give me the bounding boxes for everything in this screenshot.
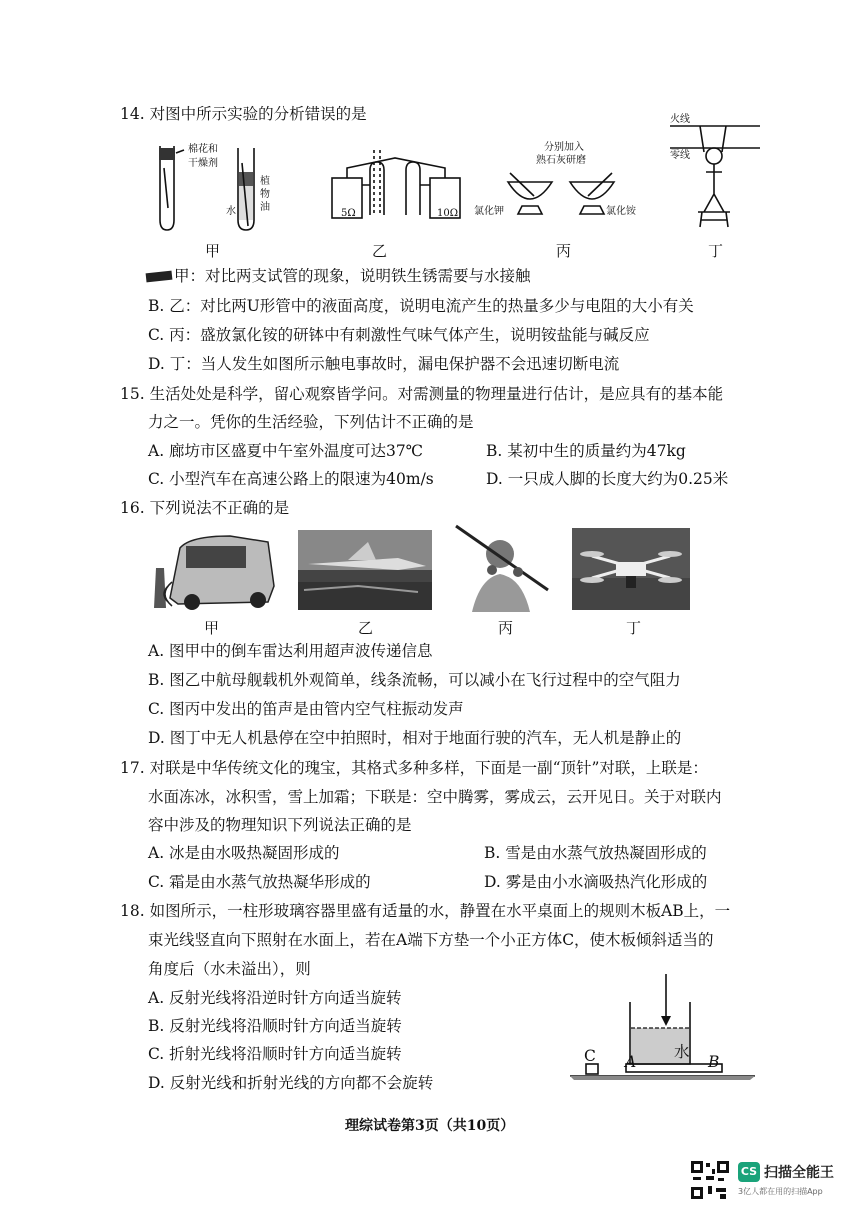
q16-option-b: B. 图乙中航母舰载机外观简单，线条流畅，可以减小在飞行过程中的空气阻力 (148, 671, 681, 689)
q14-option-c: C. 丙：盛放氯化铵的研钵中有刺激性气味气体产生，说明铵盐能与碱反应 (148, 326, 650, 344)
q18-point-a-label: A (625, 1053, 637, 1071)
q18-stem-line-3: 角度后（水未溢出），则 (148, 960, 311, 978)
q14-option-b: B. 乙：对比两U形管中的液面高度，说明电流产生的热量多少与电阻的大小有关 (148, 297, 694, 315)
q15-option-d: D. 一只成人脚的长度大约为0.25米 (486, 470, 729, 488)
q16-fig-label-jia: 甲 (204, 619, 220, 637)
q17-stem-line-1: 17. 对联是中华传统文化的瑰宝，其格式多种多样，下面是一副“顶针”对联，上联是： (120, 759, 708, 777)
q18-option-a: A. 反射光线将沿逆时针方向适当旋转 (148, 989, 402, 1007)
q14-nh4cl-label: 氯化铵 (606, 206, 636, 217)
q17-stem-line-3: 容中涉及的物理知识下列说法正确的是 (148, 816, 412, 834)
q16-fig-label-yi: 乙 (358, 619, 374, 637)
scanner-smudge (146, 271, 173, 283)
q15-stem-line-2: 力之一。凭你的生活经验，下列估计不正确的是 (148, 413, 474, 431)
q18-figure-container (570, 972, 755, 1082)
scanner-app-tagline: 3亿人都在用的扫描App (738, 1187, 823, 1196)
q17-option-a: A. 冰是由水吸热凝固形成的 (148, 844, 340, 862)
q14-live-label: 火线 (670, 114, 690, 125)
q14-neutral-label: 零线 (670, 150, 690, 161)
q14-fig-label-bing: 丙 (556, 242, 572, 260)
q18-option-b: B. 反射光线将沿顺时针方向适当旋转 (148, 1017, 402, 1035)
q14-oil-label-2: 物 (260, 189, 270, 200)
q18-option-d: D. 反射光线和折射光线的方向都不会旋转 (148, 1074, 434, 1092)
q17-option-c: C. 霜是由水蒸气放热凝华形成的 (148, 873, 371, 891)
q16-option-d: D. 图丁中无人机悬停在空中拍照时，相对于地面行驶的汽车，无人机是静止的 (148, 729, 682, 747)
q14-add-label-1: 分别加入 (544, 142, 584, 153)
q16-photo-jia-car (150, 528, 282, 612)
q16-photo-yi-jet (298, 530, 432, 610)
q18-water-label: 水 (674, 1043, 690, 1061)
q17-stem-line-2: 水面冻冰，冰积雪，雪上加霜；下联是：空中腾雾，雾成云，云开见日。关于对联内 (148, 788, 722, 806)
q14-r2-label: 10Ω (437, 208, 459, 219)
q16-fig-label-ding: 丁 (626, 619, 642, 637)
q14-fig-label-ding: 丁 (708, 242, 724, 260)
q18-point-b-label: B (708, 1053, 720, 1071)
q14-fig-ding (670, 112, 760, 232)
q14-stem: 14. 对图中所示实验的分析错误的是 (120, 105, 367, 123)
scanner-app-name: 扫描全能王 (764, 1165, 834, 1181)
q16-option-c: C. 图丙中发出的笛声是由管内空气柱振动发声 (148, 700, 464, 718)
q15-stem-line-1: 15. 生活处处是科学，留心观察皆学问。对需测量的物理量进行估计，是应具有的基本能 (120, 385, 724, 403)
q15-option-c: C. 小型汽车在高速公路上的限速为40m/s (148, 470, 434, 488)
q14-fig-label-yi: 乙 (372, 242, 388, 260)
q18-stem-line-2: 束光线竖直向下照射在水面上，若在A端下方垫一个小正方体C，使木板倾斜适当的 (148, 931, 714, 949)
scanner-app-badge: CS (738, 1162, 760, 1182)
q18-option-c: C. 折射光线将沿顺时针方向适当旋转 (148, 1045, 402, 1063)
q18-stem-line-1: 18. 如图所示，一柱形玻璃容器里盛有适量的水，静置在水平桌面上的规则木板AB上，一 (120, 902, 731, 920)
q14-oil-label-3: 油 (260, 202, 270, 213)
q16-stem: 16. 下列说法不正确的是 (120, 499, 290, 517)
q14-option-a: 甲：对比两支试管的现象，说明铁生锈需要与水接触 (174, 267, 531, 285)
q14-fig-jia (150, 138, 290, 238)
q14-desiccant-label: 干燥剂 (188, 158, 218, 169)
q14-option-d: D. 丁：当人发生如图所示触电事故时，漏电保护器不会迅速切断电流 (148, 355, 620, 373)
scanner-qr-code (690, 1160, 730, 1200)
q14-water-label: 水 (226, 206, 236, 217)
q17-option-b: B. 雪是由水蒸气放热凝固形成的 (484, 844, 707, 862)
q14-cotton-label: 棉花和 (188, 144, 218, 155)
q14-kcl-label: 氯化钾 (474, 206, 504, 217)
q14-add-label-2: 熟石灰研磨 (536, 155, 586, 166)
q15-option-b: B. 某初中生的质量约为47kg (486, 442, 686, 460)
page-footer: 理综试卷第3页（共10页） (345, 1118, 515, 1134)
q14-fig-label-jia: 甲 (205, 242, 221, 260)
q16-photo-ding-drone (572, 528, 690, 610)
q16-fig-label-bing: 丙 (498, 619, 514, 637)
q17-option-d: D. 雾是由小水滴吸热汽化形成的 (484, 873, 708, 891)
q16-option-a: A. 图甲中的倒车雷达利用超声波传递信息 (148, 642, 433, 660)
q14-oil-label-1: 植 (260, 176, 270, 187)
q18-cube-label: C (584, 1047, 596, 1065)
q14-r1-label: 5Ω (341, 208, 356, 219)
q15-option-a: A. 廊坊市区盛夏中午室外温度可达37℃ (148, 442, 424, 460)
q16-photo-bing-flute (452, 520, 562, 612)
